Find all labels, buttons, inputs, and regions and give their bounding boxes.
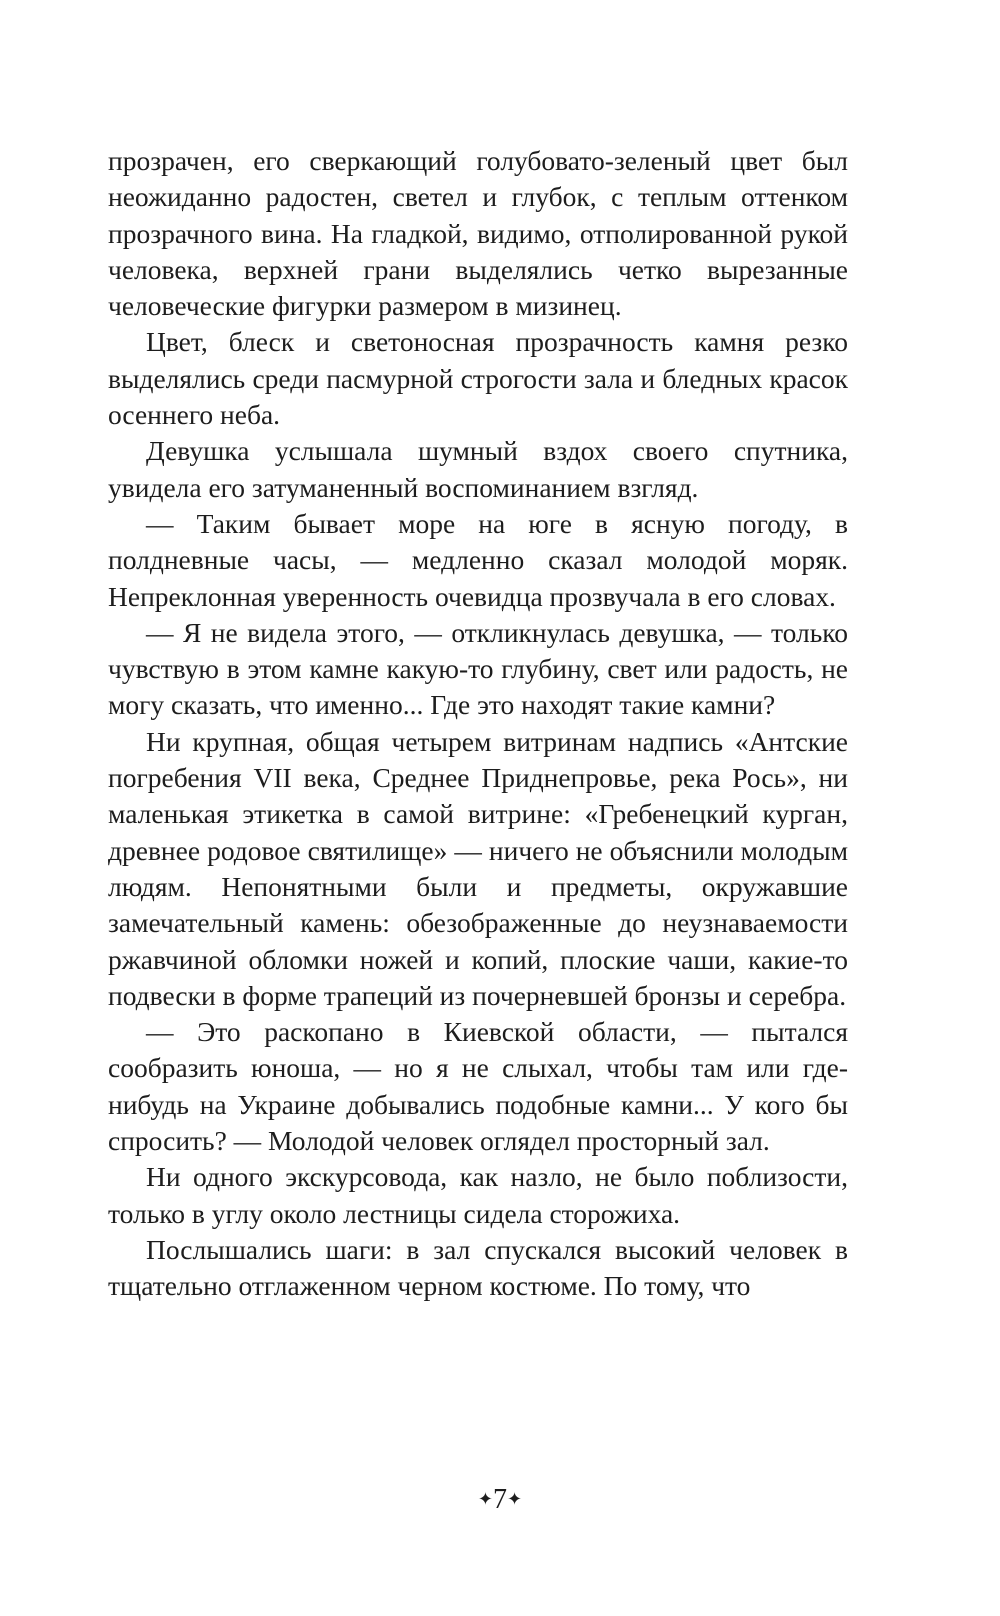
paragraph-5: — Я не видела этого, — откликнулась девушка, — только чувствую в этом камне какую-то глубину, свет или радость, не могу сказать, что именно... Где это находят такие камни? xyxy=(108,616,848,721)
ornament-right-icon: ✦ xyxy=(507,1489,523,1509)
paragraph-9: Послышались шаги: в зал спускался высокий человек в тщательно отглаженном черном костюме. По тому, что xyxy=(108,1233,848,1302)
body-text xyxy=(108,143,848,1305)
paragraph-7: — Это раскопано в Киевской области, — пытался сообразить юноша, — но я не слыхал, чтобы там или где-нибудь на Украине добывались подобные камни... У кого бы спросить? — Молодой человек оглядел просторный зал. xyxy=(108,1016,848,1157)
paragraph-2: Цвет, блеск и светоносная прозрачность камня резко выделялись среди пасмурной строгости зала и бледных красок осеннего неба. xyxy=(108,326,848,431)
paragraph-3: Девушка услышала шумный вздох своего спутника, увидела его затуманенный воспоминанием взгляд. xyxy=(108,435,848,503)
paragraph-8: Ни одного экскурсовода, как назло, не было поблизости, только в углу около лестницы сидела сторожиха. xyxy=(108,1161,848,1229)
paragraph-1: прозрачен, его сверкающий голубовато-зеленый цвет был неожиданно радостен, светел и глубок, с теплым оттенком прозрачного вина. На гладкой, видимо, отполированной рукой человека, верхней грани выделялись четко вырезанные человеческие фигурки размером в мизинец. xyxy=(108,145,848,322)
page-number-value: 7 xyxy=(493,1484,507,1515)
paragraph-4: — Таким бывает море на юге в ясную погоду, в полдневные часы, — медленно сказал молодой моряк. Непреклонная уверенность очевидца прозвучала в его словах. xyxy=(108,507,848,612)
ornament-left-icon: ✦ xyxy=(477,1489,493,1509)
paragraph-6: Ни крупная, общая четырем витринам надпись «Антские погребения VII века, Среднее Приднепровье, река Рось», ни маленькая этикетка в самой витрине: «Гребенецкий курган, древнее родовое святилище» — ничего не объяснили молодым людям. Непонятными были и предметы, окружавшие замечательный камень: обезображенные до неузнаваемости ржавчиной обломки ножей и копий, плоские чаши, какие-то подвески в форме трапеций из почерневшей бронзы и серебра. xyxy=(108,725,848,1011)
page-number xyxy=(0,1484,1000,1516)
